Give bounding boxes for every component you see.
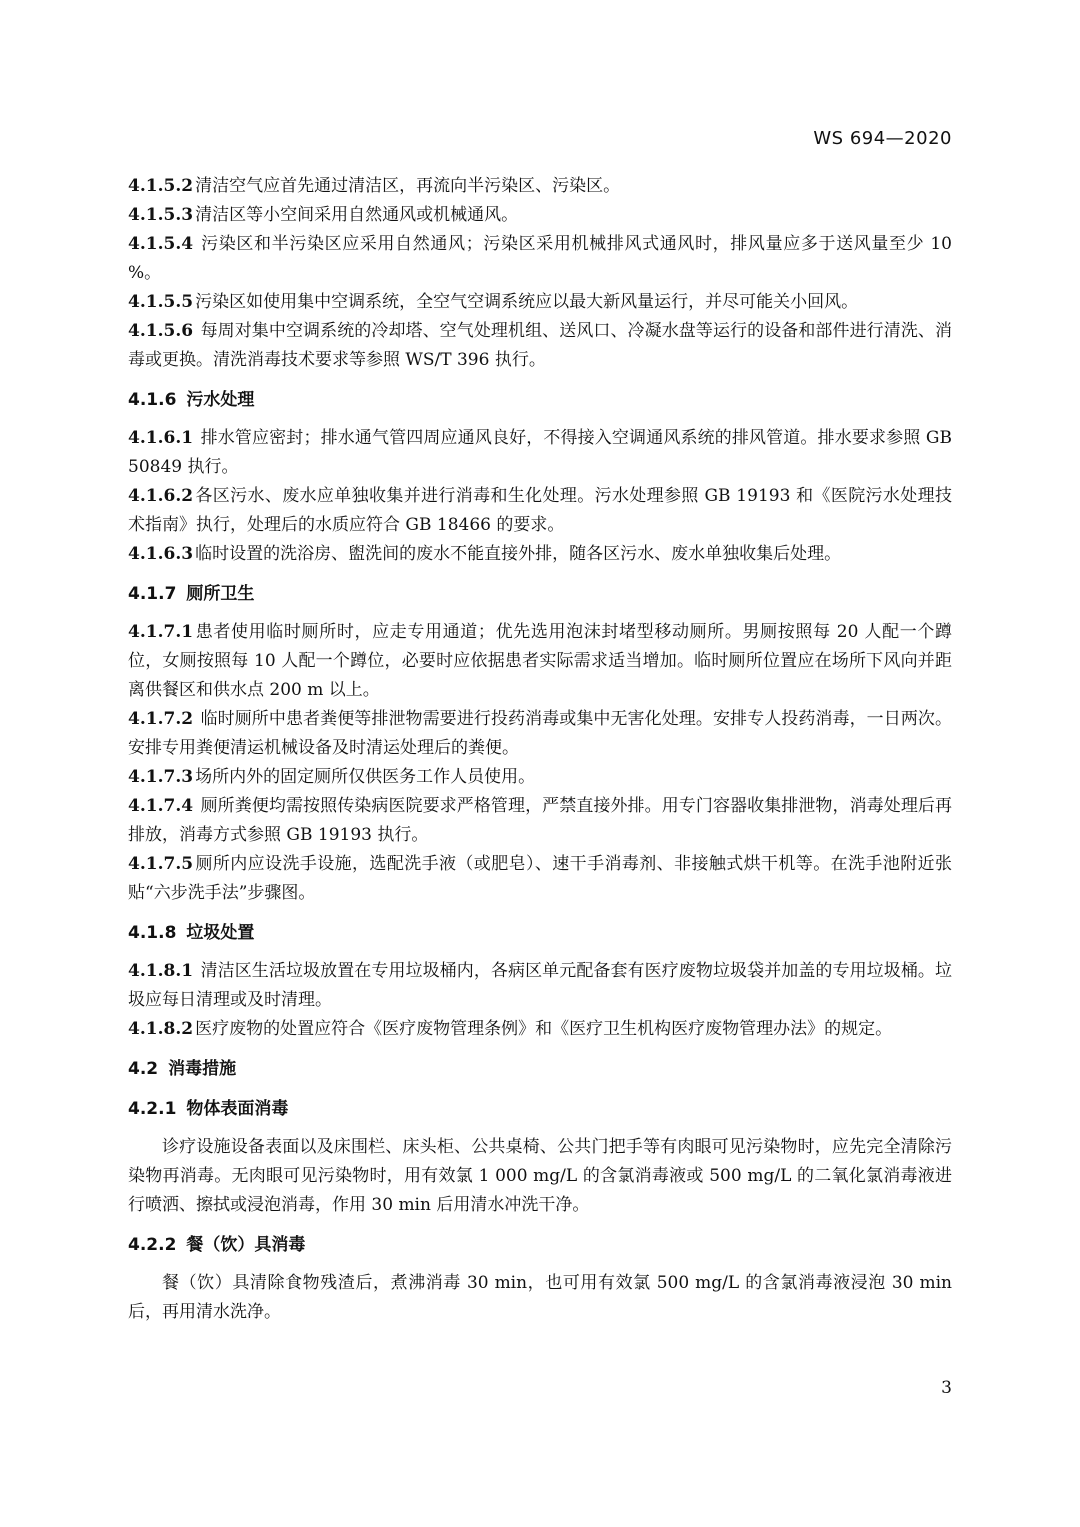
clause	[128, 850, 952, 908]
document-body	[128, 172, 952, 1327]
clause	[128, 317, 952, 375]
section-number: 4.1.6	[128, 390, 177, 410]
section-title: 厕所卫生	[186, 584, 255, 604]
section-heading	[128, 919, 952, 948]
section-number: 4.1.7	[128, 584, 177, 604]
clause-text: 临时设置的洗浴房、盥洗间的废水不能直接外排，随各区污水、废水单独收集后处理。	[195, 544, 842, 564]
clause	[128, 230, 952, 288]
section-number: 4.2.2	[128, 1235, 177, 1255]
clause	[128, 172, 952, 201]
clause-number: 4.1.7.4	[128, 796, 194, 816]
clause-text: 清洁区生活垃圾放置在专用垃圾桶内，各病区单元配备套有医疗废物垃圾袋并加盖的专用垃圾桶。垃圾应每日清理或及时清理。	[128, 961, 952, 1010]
clause-number: 4.1.7.5	[128, 854, 194, 874]
section-title: 餐（饮）具消毒	[186, 1235, 306, 1255]
document-code: WS 694—2020	[813, 128, 952, 149]
section-heading	[128, 1095, 952, 1124]
section-heading	[128, 386, 952, 415]
section-paragraph: 餐（饮）具清除食物残渣后，煮沸消毒 30 min，也可用有效氯 500 mg/L 的含氯消毒液浸泡 30 min 后，再用清水洗净。	[128, 1273, 952, 1322]
clause-number: 4.1.7.2	[128, 709, 194, 729]
clause-text: 各区污水、废水应单独收集并进行消毒和生化处理。污水处理参照 GB 19193 和《医院污水处理技术指南》执行，处理后的水质应符合 GB 18466 的要求。	[128, 486, 952, 535]
clause-text: 排水管应密封；排水通气管四周应通风良好，不得接入空调通风系统的排风管道。排水要求参照 GB 50849 执行。	[128, 428, 952, 477]
clause-text: 场所内外的固定厕所仅供医务工作人员使用。	[195, 767, 536, 787]
section-heading	[128, 1231, 952, 1260]
clause	[128, 763, 952, 792]
clause	[128, 482, 952, 540]
section-heading	[128, 580, 952, 609]
clause-number: 4.1.5.3	[128, 205, 194, 225]
section-number: 4.2	[128, 1059, 159, 1079]
clause-number: 4.1.6.2	[128, 486, 194, 506]
clause-text: 厕所粪便均需按照传染病医院要求严格管理，严禁直接外排。用专门容器收集排泄物，消毒处理后再排放，消毒方式参照 GB 19193 执行。	[128, 796, 952, 845]
section-title: 消毒措施	[168, 1059, 237, 1079]
clause-text: 患者使用临时厕所时，应走专用通道；优先选用泡沫封堵型移动厕所。男厕按照每 20 人配一个蹲位，女厕按照每 10 人配一个蹲位，必要时应依据患者实际需求适当增加。临时厕所位置应在场所下风向并距离供餐区和供水点 200 m 以上。	[128, 622, 952, 700]
section-number: 4.1.8	[128, 923, 177, 943]
clause-number: 4.1.5.5	[128, 292, 194, 312]
clause-number: 4.1.7.1	[128, 622, 194, 642]
clause-number: 4.1.8.2	[128, 1019, 194, 1039]
clause	[128, 957, 952, 1015]
clause-text: 清洁空气应首先通过清洁区，再流向半污染区、污染区。	[195, 176, 621, 196]
clause-text: 厕所内应设洗手设施，选配洗手液（或肥皂）、速干手消毒剂、非接触式烘干机等。在洗手池附近张贴“六步洗手法”步骤图。	[128, 854, 952, 903]
clause-number: 4.1.5.2	[128, 176, 194, 196]
clause	[128, 288, 952, 317]
clause-text: 临时厕所中患者粪便等排泄物需要进行投药消毒或集中无害化处理。安排专人投药消毒，一日两次。安排专用粪便清运机械设备及时清运处理后的粪便。	[128, 709, 952, 758]
clause-text: 污染区如使用集中空调系统，全空气空调系统应以最大新风量运行，并尽可能关小回风。	[195, 292, 859, 312]
clause-text: 医疗废物的处置应符合《医疗废物管理条例》和《医疗卫生机构医疗废物管理办法》的规定。	[195, 1019, 893, 1039]
clause-number: 4.1.5.6	[128, 321, 194, 341]
clause-number: 4.1.7.3	[128, 767, 194, 787]
section-title: 物体表面消毒	[186, 1099, 289, 1119]
clause	[128, 705, 952, 763]
section-paragraph: 诊疗设施设备表面以及床围栏、床头柜、公共桌椅、公共门把手等有肉眼可见污染物时，应先完全清除污染物再消毒。无肉眼可见污染物时，用有效氯 1 000 mg/L 的含氯消毒液或 500 mg/L 的二氧化氯消毒液进行喷洒、擦拭或浸泡消毒，作用 30 min 后用清水冲洗干净。	[128, 1137, 952, 1215]
section-title: 垃圾处置	[186, 923, 255, 943]
clause	[128, 1015, 952, 1044]
clause-number: 4.1.5.4	[128, 234, 194, 254]
clause-number: 4.1.6.3	[128, 544, 194, 564]
section-number: 4.2.1	[128, 1099, 177, 1119]
clause-number: 4.1.8.1	[128, 961, 194, 981]
clause-text: 每周对集中空调系统的冷却塔、空气处理机组、送风口、冷凝水盘等运行的设备和部件进行清洗、消毒或更换。清洗消毒技术要求等参照 WS/T 396 执行。	[128, 321, 952, 370]
clause	[128, 424, 952, 482]
section-title: 污水处理	[186, 390, 255, 410]
clause-number: 4.1.6.1	[128, 428, 194, 448]
clause	[128, 540, 952, 569]
page-number: 3	[941, 1378, 952, 1398]
clause	[128, 618, 952, 705]
clause-text: 清洁区等小空间采用自然通风或机械通风。	[195, 205, 519, 225]
clause-text: 污染区和半污染区应采用自然通风；污染区采用机械排风式通风时，排风量应多于送风量至少 10 %。	[128, 234, 952, 283]
clause	[128, 201, 952, 230]
section-heading	[128, 1055, 952, 1084]
clause	[128, 792, 952, 850]
